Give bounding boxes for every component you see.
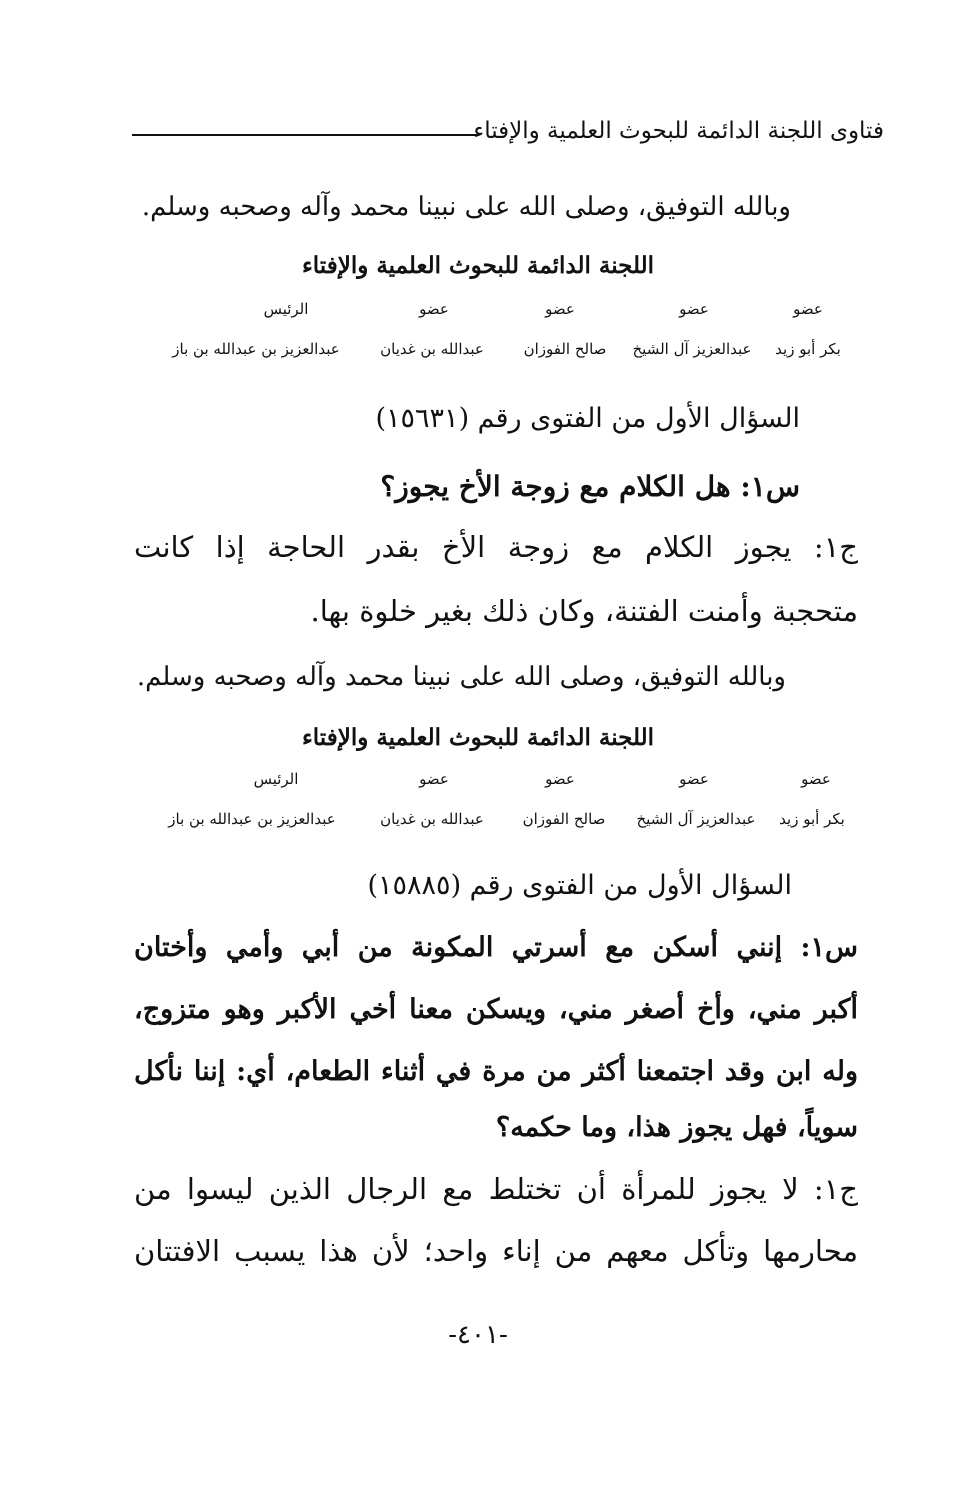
- answer-line: ج١: يجوز الكلام مع زوجة الأخ بقدر الحاجة إذا كانت: [134, 530, 858, 564]
- answer-line: ج١: لا يجوز للمرأة أن تختلط مع الرجال الذين ليسوا من: [134, 1172, 858, 1206]
- question-line: سوياً، فهل يجوز هذا، وما حكمه؟: [495, 1112, 858, 1143]
- signatory-name: بكر أبو زيد: [779, 810, 845, 828]
- signatory-role: عضو: [679, 300, 709, 318]
- answer-line: متحجبة وأمنت الفتنة، وكان ذلك بغير خلوة بها.: [310, 594, 858, 628]
- signatory-name: صالح الفوزان: [523, 340, 607, 358]
- signatory-name: عبدالعزيز آل الشيخ: [632, 340, 752, 358]
- signatory-role: عضو: [793, 300, 823, 318]
- closing-formula: وبالله التوفيق، وصلى الله على نبينا محمد وآله وصحبه وسلم.: [141, 192, 791, 222]
- running-head: فتاوى اللجنة الدائمة للبحوث العلمية والإفتاء: [473, 118, 884, 144]
- question-line: أكبر مني، وأخ أصغر مني، ويسكن معنا أخي الأكبر وهو متزوج،: [134, 994, 858, 1025]
- fatwa-heading: السؤال الأول من الفتوى رقم (١٥٦٣١): [375, 403, 800, 434]
- fatwa-heading: السؤال الأول من الفتوى رقم (١٥٨٨٥): [367, 870, 792, 901]
- signatory-name: عبدالعزيز بن عبدالله بن باز: [168, 810, 336, 828]
- signatory-name: عبدالله بن غديان: [380, 340, 484, 358]
- signatory-role: عضو: [679, 770, 709, 788]
- committee-name: اللجنة الدائمة للبحوث العلمية والإفتاء: [301, 252, 655, 279]
- committee-name: اللجنة الدائمة للبحوث العلمية والإفتاء: [301, 724, 655, 751]
- signatory-role: الرئيس: [263, 300, 309, 318]
- question-line: وله ابن وقد اجتمعنا أكثر من مرة في أثناء الطعام، أي: إننا نأكل: [134, 1056, 858, 1087]
- answer-line: محارمها وتأكل معهم من إناء واحد؛ لأن هذا يسبب الافتتان: [134, 1234, 858, 1268]
- signatory-name: عبدالله بن غديان: [380, 810, 484, 828]
- page-number: -٤٠١-: [448, 1320, 508, 1350]
- signatory-role: عضو: [801, 770, 831, 788]
- closing-formula: وبالله التوفيق، وصلى الله على نبينا محمد وآله وصحبه وسلم.: [136, 662, 786, 692]
- signatory-name: عبدالعزيز بن عبدالله بن باز: [172, 340, 340, 358]
- signatory-role: الرئيس: [253, 770, 299, 788]
- signatory-role: عضو: [419, 300, 449, 318]
- question-line: س١: إنني أسكن مع أسرتي المكونة من أبي وأمي وأختان: [134, 932, 858, 963]
- signatory-name: صالح الفوزان: [522, 810, 606, 828]
- header-rule: [132, 134, 478, 136]
- signatory-role: عضو: [545, 300, 575, 318]
- signatory-role: عضو: [419, 770, 449, 788]
- signatory-role: عضو: [545, 770, 575, 788]
- signatory-name: عبدالعزيز آل الشيخ: [636, 810, 756, 828]
- question-text: س١: هل الكلام مع زوجة الأخ يجوز؟: [380, 470, 800, 503]
- signatory-name: بكر أبو زيد: [775, 340, 841, 358]
